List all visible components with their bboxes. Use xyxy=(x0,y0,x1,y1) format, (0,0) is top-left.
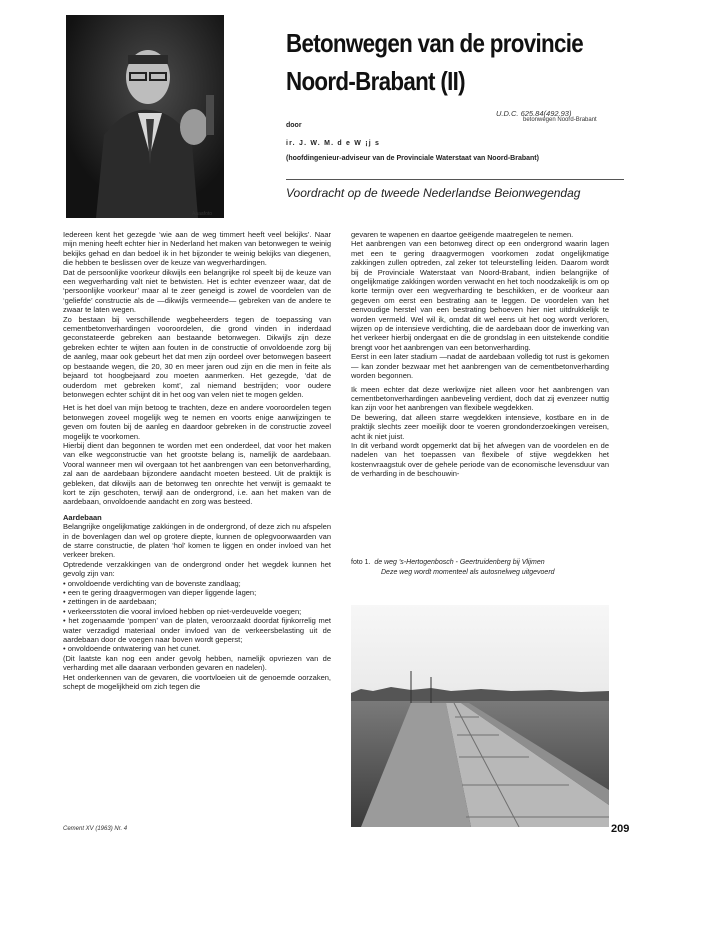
author-portrait xyxy=(66,15,224,218)
paragraph: Iedereen kent het gezegde ‘wie aan de weg timmert heeft veel bekijks’. Naar mijn mening heeft echter hier in Nederland het maken van betonwegen te weinig bekijks gehad en dan bedoel ik in het bijzonder te weinig bekijks van diegenen, die hebben te beslissen over de keuze van wegverhardingen. xyxy=(63,230,331,268)
udc-code: U.D.C. 625.84(492.93) xyxy=(496,109,572,118)
paragraph: Hierbij dient dan begonnen te worden met een onderdeel, dat voor het maken van elke wegconstructie van het grootste belang is, namelijk de aardebaan. Vooral wanneer men wil overgaan tot het aanbrengen van een betonverharding, zal aan de aardebaan bijzondere aandacht moeten besteed. Uit de praktijk is gebleken, dat dikwijls aan de betonweg ten onrechte het verwijt is gemaakt te kort te zijn geschoten, terwijl aan de ondergrond, i.e. aan het maken van de aardebaan, onvoldoende aandacht en zorg was besteed. xyxy=(63,440,331,507)
author-name: ir. J. W. M. d e W ¡j s xyxy=(286,140,381,147)
portrait-credit: Aaaafoto xyxy=(192,211,213,217)
article-title-line-2: Noord-Brabant (II) xyxy=(286,66,465,96)
paragraph: Dat de persoonlijke voorkeur dikwijls een belangrijke rol speelt bij de keuze van een wegverharding valt niet te betwisten. Het is echter evenzeer waar, dat de ‘persoonlijke voorkeur’ maar al te zeer geneigd is zowel de voordelen van de ‘geliefde’ constructie als de —dikwijls vermeende— gebreken van de andere te zwaar te laten wegen. xyxy=(63,267,331,315)
paragraph: Optredende verzakkingen van de ondergrond onder het wegdek kunnen het gevolg zijn van: xyxy=(63,559,331,579)
paragraph: Het onderkennen van de gevaren, die voortvloeien uit de genoemde oorzaken, schept de mogelijkheid om zich tegen die xyxy=(63,672,331,692)
right-text-column xyxy=(351,230,609,479)
journal-reference: Cement XV (1963) Nr. 4 xyxy=(63,826,128,832)
paragraph: gevaren te wapenen en daartoe geëigende maatregelen te nemen. xyxy=(351,230,574,239)
paragraph: Ik meen echter dat deze werkwijze niet alleen voor het aanbrengen van cementbetonverhardingen aanbeveling verdient, doch dat zij evenzeer nuttig kan zijn voor het aanbrengen van flexibele wegdekken. xyxy=(351,384,609,413)
title-divider xyxy=(286,179,624,180)
photo-caption-line-1: de weg ’s-Hertogenbosch - Geertruidenberg bij Vlijmen xyxy=(374,559,545,566)
list-item: • het zogenaamde ‘pompen’ van de platen, veroorzaakt doordat fijnkorrelig met water verzadigd materiaal onder invloed van de verkeersbelasting uit de aardebaan door de voegen naar boven wordt geperst; xyxy=(63,616,331,645)
photo-caption-line-2: Deze weg wordt momenteel als autosnelweg uitgevoerd xyxy=(381,569,555,576)
left-text-column xyxy=(63,230,331,692)
road-photo xyxy=(351,605,609,827)
list-item: • verkeersstoten die vooral invloed hebben op niet-verdeuvelde voegen; xyxy=(63,606,302,616)
list-item: • zettingen in de aardebaan; xyxy=(63,597,157,607)
author-role: (hoofdingenieur-adviseur van de Provinciale Waterstaat van Noord-Brabant) xyxy=(286,155,539,162)
road-photo-image xyxy=(351,605,609,827)
byline-label: door xyxy=(286,122,302,129)
section-heading: Aardebaan xyxy=(63,512,102,522)
list-item: • onvoldoende verdichting van de bovenste zandlaag; xyxy=(63,578,241,588)
list-item: • een te gering draagvermogen van dieper liggende lagen; xyxy=(63,588,257,598)
udc-subject: betonwegen Noord-Brabant xyxy=(523,117,597,123)
page-number: 209 xyxy=(611,823,630,835)
article-title-line-1: Betonwegen van de provincie xyxy=(286,28,584,58)
photo-caption xyxy=(351,558,611,578)
portrait-image xyxy=(66,15,224,218)
paragraph: Zo bestaan bij verschillende wegbeheerders tegen de toepassing van cementbetonverhardingen vooroordelen, die grond vinden in inderdaad geconstateerde gebreken aan bestaande betonwegen. Dikwijls zijn deze gebreken echter te wijten aan fouten in de constructie of onvoldoende zorg bij de aanleg, maar ook gebeurt het dat men zijn oordeel over betonwegen baseert op bestaande wegen, die 20, 30 en meer jaren oud zijn en die men in feite als bejaard tot hoogbejaard zou moeten aanmerken. Het gezegde, ‘dat de ouderdom met gebreken komt’, zal niemand bestrijden; voor oudere betonwegen echter schijnt dit in het oog van velen niet te mogen gelden. xyxy=(63,314,331,399)
paragraph: Het aanbrengen van een betonweg direct op een ondergrond waarin lagen met een te gering draagvermogen voorkomen zodat ongelijkmatige zakkingen zullen optreden, zal zeker tot teleurstelling leiden. Daarom wordt bij de Provinciale Waterstaat van Noord-Brabant, indien belangrijke of ongelijkmatige zakkingen worden verwacht en het toch noodzakelijk is om op korte termijn over een wegverharding te beschikken, er de voorkeur aan gegeven om eerst een bestrating aan te leggen. De voordelen van het eenvoudige herstel van een bestrating behoeven hier niet uitdrukkelijk te worden vermeld. Wel wil ik, omdat dit wel eens uit het oog wordt verloren, wijzen op de intensieve verdichting, die de aardebaan door de inwerking van het verkeer hierbij ondergaat en die de grondslag in een uitstekende conditie brengt voor het aanbrengen van een betonverharding. xyxy=(351,239,609,352)
paragraph: De bewering, dat alleen starre wegdekken intensieve, kostbare en in de praktijk slechts zeer moeilijk door te voeren grondonderzoekingen vereisen, acht ik niet juist. xyxy=(351,412,609,441)
paragraph: Belangrijke ongelijkmatige zakkingen in de ondergrond, of deze zich nu afspelen in de bovenlagen dan wel op grotere diepte, kunnen de oplegvoorwaarden van de starre constructie, de platen ‘hol’ komen te liggen en onder invloed van het verkeer breken. xyxy=(63,522,331,560)
photo-label: foto 1. xyxy=(351,559,371,566)
lecture-subtitle: Voordracht op de tweede Nederlandse Beionwegendag xyxy=(286,186,581,200)
paragraph: (Dit laatste kan nog een ander gevolg hebben, namelijk opvriezen van de verharding met alle daaraan verbonden gevaren en nadelen). xyxy=(63,653,331,673)
list-item: • onvoldoende ontwatering van het cunet. xyxy=(63,644,201,654)
paragraph: Het is het doel van mijn betoog te trachten, deze en andere vooroordelen tegen betonwegen zoveel mogelijk weg te nemen en voorts enige aanwijzingen te geven om fouten bij de aanleg en daardoor gebreken in de constructie zoveel mogelijk te voorkomen. xyxy=(63,403,331,441)
paragraph: In dit verband wordt opgemerkt dat bij het afwegen van de voordelen en de nadelen van het toepassen van flexibele of stijve wegdekken het kostenvraagstuk over de gehele periode van de economische levensduur van de verharding in de beschouwin- xyxy=(351,440,609,479)
paragraph: Eerst in een later stadium —nadat de aardebaan volledig tot rust is gekomen— kan zonder bezwaar met het aanbrengen van de cementbetonverharding worden begonnen. xyxy=(351,352,609,381)
